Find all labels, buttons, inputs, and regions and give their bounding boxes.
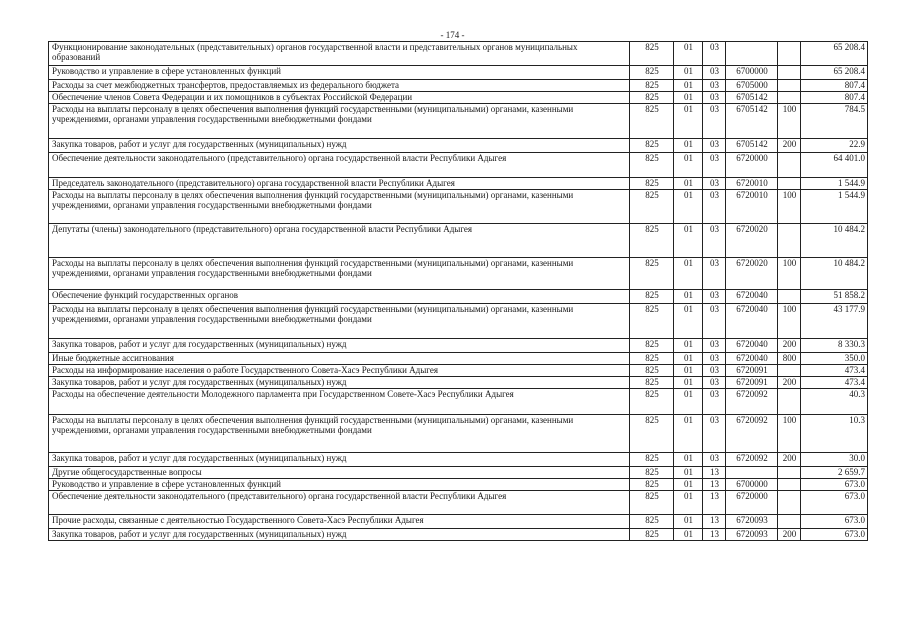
table-row [49,491,868,515]
cell-rz: 01 [674,290,703,304]
cell-pr: 03 [703,365,726,377]
cell-vr [778,66,801,80]
cell-pr: 13 [703,491,726,515]
table-row [49,529,868,541]
cell-csr: 6720020 [726,258,778,290]
cell-sum: 65 208.4 [801,42,868,66]
cell-csr: 6720092 [726,453,778,467]
cell-csr: 6720093 [726,529,778,541]
cell-vr [778,365,801,377]
cell-csr: 6705000 [726,80,778,92]
cell-name: Прочие расходы, связанные с деятельностью Государственного Совета-Хасэ Республики Адыгея [49,515,630,529]
cell-name: Другие общегосударственные вопросы [49,467,630,479]
cell-pr: 03 [703,304,726,339]
table-row [49,92,868,104]
budget-table [48,41,868,541]
cell-ved: 825 [630,467,674,479]
cell-ved: 825 [630,92,674,104]
cell-name: Обеспечение деятельности законодательного (представительного) органа государственной власти Республики Адыгея [49,491,630,515]
cell-sum: 43 177.9 [801,304,868,339]
cell-pr: 13 [703,529,726,541]
cell-pr: 03 [703,258,726,290]
table-row [49,339,868,353]
cell-pr: 03 [703,190,726,224]
cell-ved: 825 [630,80,674,92]
cell-name: Закупка товаров, работ и услуг для государственных (муниципальных) нужд [49,377,630,389]
table-row [49,304,868,339]
cell-rz: 01 [674,224,703,258]
cell-ved: 825 [630,66,674,80]
cell-ved: 825 [630,224,674,258]
cell-csr: 6720000 [726,491,778,515]
cell-csr: 6700000 [726,66,778,80]
cell-pr: 03 [703,353,726,365]
cell-vr [778,515,801,529]
cell-csr: 6720093 [726,515,778,529]
cell-sum: 350.0 [801,353,868,365]
cell-vr [778,178,801,190]
cell-pr: 03 [703,178,726,190]
cell-name: Закупка товаров, работ и услуг для государственных (муниципальных) нужд [49,339,630,353]
table-row [49,467,868,479]
cell-rz: 01 [674,139,703,153]
cell-sum: 10 484.2 [801,258,868,290]
table-row [49,365,868,377]
table-row [49,190,868,224]
budget-table-body [49,42,868,541]
cell-csr: 6705142 [726,139,778,153]
cell-csr [726,467,778,479]
cell-rz: 01 [674,66,703,80]
cell-ved: 825 [630,339,674,353]
cell-vr: 200 [778,339,801,353]
cell-ved: 825 [630,190,674,224]
cell-csr: 6720092 [726,389,778,415]
cell-sum: 673.0 [801,479,868,491]
cell-csr: 6720010 [726,190,778,224]
cell-ved: 825 [630,304,674,339]
cell-rz: 01 [674,365,703,377]
cell-csr: 6720092 [726,415,778,453]
cell-rz: 01 [674,389,703,415]
cell-name: Руководство и управление в сфере установленных функций [49,479,630,491]
cell-ved: 825 [630,290,674,304]
cell-ved: 825 [630,479,674,491]
cell-sum: 673.0 [801,491,868,515]
cell-csr: 6720040 [726,304,778,339]
table-row [49,479,868,491]
cell-vr [778,479,801,491]
cell-ved: 825 [630,491,674,515]
cell-pr: 03 [703,389,726,415]
cell-vr: 100 [778,190,801,224]
cell-rz: 01 [674,491,703,515]
page-number: - 174 - [440,30,465,40]
cell-csr: 6705142 [726,104,778,139]
cell-vr: 200 [778,139,801,153]
cell-pr: 03 [703,139,726,153]
cell-rz: 01 [674,80,703,92]
cell-vr [778,290,801,304]
cell-csr [726,42,778,66]
cell-sum: 673.0 [801,515,868,529]
cell-rz: 01 [674,479,703,491]
cell-pr: 03 [703,290,726,304]
cell-name: Расходы на выплаты персоналу в целях обеспечения выполнения функций государственными (муниципальными) органами, казенными учреждениями, органами управления государственными внебюджетными фондами [49,415,630,453]
cell-name: Расходы на информирование населения о работе Государственного Совета-Хасэ Республики Адыгея [49,365,630,377]
cell-pr: 03 [703,92,726,104]
cell-rz: 01 [674,153,703,178]
cell-name: Расходы за счет межбюджетных трансфертов, предоставляемых из федерального бюджета [49,80,630,92]
cell-csr: 6720091 [726,365,778,377]
cell-sum: 40.3 [801,389,868,415]
cell-vr [778,389,801,415]
cell-sum: 673.0 [801,529,868,541]
cell-ved: 825 [630,453,674,467]
cell-csr: 6720040 [726,290,778,304]
cell-name: Функционирование законодательных (представительных) органов государственной власти и представительных органов муниципальных образований [49,42,630,66]
cell-rz: 01 [674,104,703,139]
table-row [49,66,868,80]
cell-ved: 825 [630,529,674,541]
cell-csr: 6720010 [726,178,778,190]
cell-pr: 03 [703,80,726,92]
cell-rz: 01 [674,529,703,541]
cell-vr [778,42,801,66]
table-row [49,104,868,139]
cell-pr: 03 [703,153,726,178]
cell-ved: 825 [630,178,674,190]
cell-sum: 10 484.2 [801,224,868,258]
cell-vr: 100 [778,415,801,453]
cell-rz: 01 [674,304,703,339]
cell-sum: 65 208.4 [801,66,868,80]
table-row [49,389,868,415]
cell-name: Обеспечение функций государственных органов [49,290,630,304]
cell-ved: 825 [630,139,674,153]
cell-name: Депутаты (члены) законодательного (представительного) органа государственной власти Республики Адыгея [49,224,630,258]
cell-sum: 473.4 [801,365,868,377]
cell-name: Обеспечение деятельности законодательного (представительного) органа государственной власти Республики Адыгея [49,153,630,178]
cell-sum: 784.5 [801,104,868,139]
cell-csr: 6700000 [726,479,778,491]
table-row [49,42,868,66]
table-row [49,290,868,304]
table-row [49,178,868,190]
table-row [49,224,868,258]
cell-vr: 100 [778,104,801,139]
cell-name: Расходы на выплаты персоналу в целях обеспечения выполнения функций государственными (муниципальными) органами, казенными учреждениями, органами управления государственными внебюджетными фондами [49,190,630,224]
cell-rz: 01 [674,339,703,353]
cell-vr [778,153,801,178]
cell-vr: 200 [778,377,801,389]
cell-vr: 200 [778,529,801,541]
cell-name: Председатель законодательного (представительного) органа государственной власти Республики Адыгея [49,178,630,190]
cell-ved: 825 [630,377,674,389]
cell-sum: 1 544.9 [801,190,868,224]
cell-name: Закупка товаров, работ и услуг для государственных (муниципальных) нужд [49,453,630,467]
table-row [49,415,868,453]
cell-rz: 01 [674,258,703,290]
cell-csr: 6720040 [726,353,778,365]
cell-ved: 825 [630,365,674,377]
cell-sum: 22.9 [801,139,868,153]
table-row [49,353,868,365]
cell-vr [778,467,801,479]
cell-pr: 03 [703,415,726,453]
cell-pr: 03 [703,66,726,80]
cell-name: Расходы на выплаты персоналу в целях обеспечения выполнения функций государственными (муниципальными) органами, казенными учреждениями, органами управления государственными внебюджетными фондами [49,258,630,290]
cell-pr: 03 [703,224,726,258]
cell-sum: 2 659.7 [801,467,868,479]
cell-name: Руководство и управление в сфере установленных функций [49,66,630,80]
cell-pr: 03 [703,339,726,353]
cell-ved: 825 [630,153,674,178]
cell-csr: 6720000 [726,153,778,178]
cell-rz: 01 [674,453,703,467]
cell-vr [778,491,801,515]
cell-ved: 825 [630,389,674,415]
cell-rz: 01 [674,178,703,190]
cell-vr [778,92,801,104]
cell-rz: 01 [674,190,703,224]
cell-pr: 03 [703,42,726,66]
cell-sum: 8 330.3 [801,339,868,353]
table-row [49,453,868,467]
cell-pr: 03 [703,104,726,139]
cell-rz: 01 [674,415,703,453]
cell-ved: 825 [630,353,674,365]
cell-sum: 473.4 [801,377,868,389]
cell-vr: 100 [778,258,801,290]
cell-vr: 100 [778,304,801,339]
cell-pr: 03 [703,453,726,467]
cell-ved: 825 [630,258,674,290]
cell-pr: 13 [703,467,726,479]
table-row [49,258,868,290]
cell-name: Иные бюджетные ассигнования [49,353,630,365]
cell-sum: 51 858.2 [801,290,868,304]
cell-vr: 200 [778,453,801,467]
cell-name: Закупка товаров, работ и услуг для государственных (муниципальных) нужд [49,139,630,153]
cell-ved: 825 [630,104,674,139]
cell-rz: 01 [674,42,703,66]
table-row [49,377,868,389]
cell-vr: 800 [778,353,801,365]
cell-pr: 13 [703,515,726,529]
cell-ved: 825 [630,42,674,66]
cell-csr: 6705142 [726,92,778,104]
cell-rz: 01 [674,353,703,365]
cell-csr: 6720040 [726,339,778,353]
cell-ved: 825 [630,415,674,453]
cell-sum: 1 544.9 [801,178,868,190]
cell-name: Расходы на выплаты персоналу в целях обеспечения выполнения функций государственными (муниципальными) органами, казенными учреждениями, органами управления государственными внебюджетными фондами [49,304,630,339]
cell-ved: 825 [630,515,674,529]
table-row [49,153,868,178]
cell-name: Закупка товаров, работ и услуг для государственных (муниципальных) нужд [49,529,630,541]
cell-rz: 01 [674,467,703,479]
cell-csr: 6720091 [726,377,778,389]
cell-name: Обеспечение членов Совета Федерации и их помощников в субъектах Российской Федерации [49,92,630,104]
cell-vr [778,224,801,258]
cell-sum: 30.0 [801,453,868,467]
cell-name: Расходы на обеспечение деятельности Молодежного парламента при Государственном Совете-Хасэ Республики Адыгея [49,389,630,415]
cell-rz: 01 [674,377,703,389]
table-row [49,139,868,153]
cell-rz: 01 [674,92,703,104]
cell-sum: 10.3 [801,415,868,453]
cell-csr: 6720020 [726,224,778,258]
cell-name: Расходы на выплаты персоналу в целях обеспечения выполнения функций государственными (муниципальными) органами, казенными учреждениями, органами управления государственными внебюджетными фондами [49,104,630,139]
cell-sum: 807.4 [801,80,868,92]
cell-rz: 01 [674,515,703,529]
cell-pr: 13 [703,479,726,491]
cell-vr [778,80,801,92]
table-row [49,515,868,529]
table-row [49,80,868,92]
cell-pr: 03 [703,377,726,389]
cell-sum: 64 401.0 [801,153,868,178]
cell-sum: 807.4 [801,92,868,104]
